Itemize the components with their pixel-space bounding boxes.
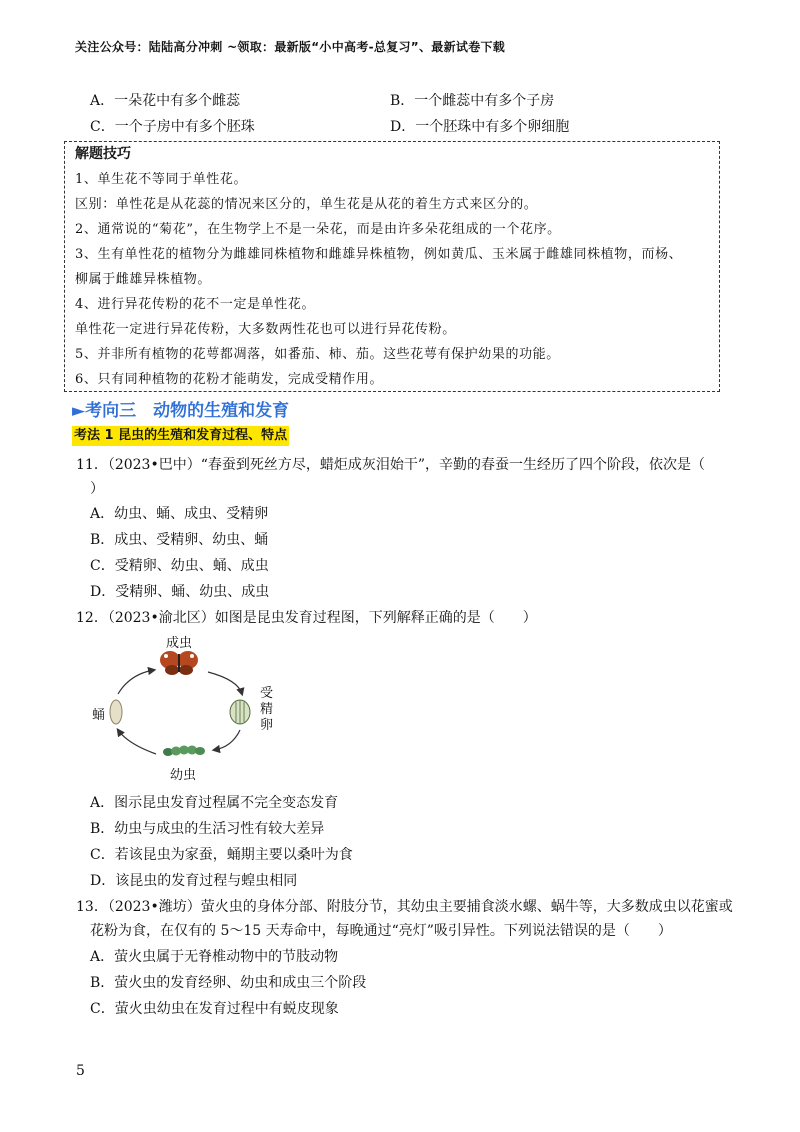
pupa-icon bbox=[110, 700, 122, 724]
butterfly-icon bbox=[160, 651, 198, 675]
q12-option-b: B．幼虫与成虫的生活习性有较大差异 bbox=[90, 821, 325, 837]
method-label: 考法 1 昆虫的生殖和发育过程、特点 bbox=[72, 426, 289, 446]
prev-option-b: B．一个雌蕊中有多个子房 bbox=[390, 93, 555, 109]
page-header: 关注公众号：陆陆高分冲刺 ~领取：最新版“小中高考-总复习”、最新试卷下载 bbox=[75, 40, 506, 54]
label-egg: 精 bbox=[260, 702, 274, 717]
q13-option-b: B．萤火虫的发育经卵、幼虫和成虫三个阶段 bbox=[90, 975, 367, 991]
tip-line: 4、进行异花传粉的花不一定是单性花。 bbox=[75, 297, 316, 312]
q13-stem-cont: 花粉为食，在仅有的 5～15 天寿命中，每晚通过“亮灯”吸引异性。下列说法错误的是（ ） bbox=[90, 923, 672, 939]
q13-stem: 13．（2023•潍坊）萤火虫的身体分部、附肢分节，其幼虫主要捕食淡水螺、蜗牛等，大多数成虫以花蜜或 bbox=[76, 899, 733, 915]
q11-stem-cont: ） bbox=[90, 481, 104, 497]
label-pupa: 蛹 bbox=[92, 708, 106, 723]
tip-line: 1、单生花不等同于单性花。 bbox=[75, 172, 248, 187]
q11-option-a: A．幼虫、蛹、成虫、受精卵 bbox=[90, 506, 269, 522]
prev-option-a: A．一朵花中有多个雌蕊 bbox=[90, 93, 241, 109]
arrow-larva-to-pupa bbox=[118, 730, 156, 754]
q13-option-c: C．萤火虫幼虫在发育过程中有蜕皮现象 bbox=[90, 1001, 339, 1017]
prev-option-d: D．一个胚珠中有多个卵细胞 bbox=[390, 119, 570, 135]
label-adult: 成虫 bbox=[166, 636, 193, 651]
tip-line: 5、并非所有植物的花萼都凋落，如番茄、柿、茄。这些花萼有保护幼果的功能。 bbox=[75, 347, 560, 362]
q12-option-c: C．若该昆虫为家蚕，蛹期主要以桑叶为食 bbox=[90, 847, 353, 863]
label-egg: 受 bbox=[260, 686, 274, 701]
q11-option-c: C．受精卵、幼虫、蛹、成虫 bbox=[90, 558, 269, 574]
label-larva: 幼虫 bbox=[170, 768, 197, 783]
arrow-egg-to-larva bbox=[214, 730, 240, 750]
section-heading: ►考向三 动物的生殖和发育 bbox=[72, 401, 290, 421]
prev-option-c: C．一个子房中有多个胚珠 bbox=[90, 119, 255, 135]
tip-line: 6、只有同种植物的花粉才能萌发，完成受精作用。 bbox=[75, 372, 384, 387]
tip-line: 柳属于雌雄异株植物。 bbox=[75, 272, 212, 287]
tip-line: 2、通常说的“菊花”，在生物学上不是一朵花，而是由许多朵花组成的一个花序。 bbox=[75, 222, 561, 237]
tip-line: 区别：单性花是从花蕊的情况来区分的，单生花是从花的着生方式来区分的。 bbox=[75, 197, 538, 212]
q13-option-a: A．萤火虫属于无脊椎动物中的节肢动物 bbox=[90, 949, 339, 965]
egg-icon bbox=[230, 700, 250, 724]
tip-line: 3、生有单性花的植物分为雌雄同株植物和雌雄异株植物，例如黄瓜、玉米属于雌雄同株植物，而杨、 bbox=[75, 247, 683, 262]
q12-stem: 12．（2023•渝北区）如图是昆虫发育过程图，下列解释正确的是（ ） bbox=[76, 610, 537, 626]
q11-stem: 11．（2023•巴中）“春蚕到死丝方尽，蜡炬成灰泪始干”，辛勤的春蚕一生经历了四个阶段，依次是（ bbox=[76, 457, 706, 473]
label-egg: 卵 bbox=[260, 718, 274, 733]
q12-option-d: D．该昆虫的发育过程与蝗虫相同 bbox=[90, 873, 298, 889]
q11-option-d: D．受精卵、蛹、幼虫、成虫 bbox=[90, 584, 270, 600]
larva-icon bbox=[163, 746, 205, 757]
insect-life-cycle-diagram bbox=[90, 632, 280, 782]
arrow-pupa-to-adult bbox=[118, 670, 154, 694]
q11-option-b: B．成虫、受精卵、幼虫、蛹 bbox=[90, 532, 269, 548]
tip-line: 单性花一定进行异花传粉，大多数两性花也可以进行异花传粉。 bbox=[75, 322, 456, 337]
tips-title: 解题技巧 bbox=[75, 146, 131, 162]
page-number: 5 bbox=[76, 1063, 85, 1079]
arrow-adult-to-egg bbox=[208, 672, 242, 694]
q12-option-a: A．图示昆虫发育过程属不完全变态发育 bbox=[90, 795, 339, 811]
